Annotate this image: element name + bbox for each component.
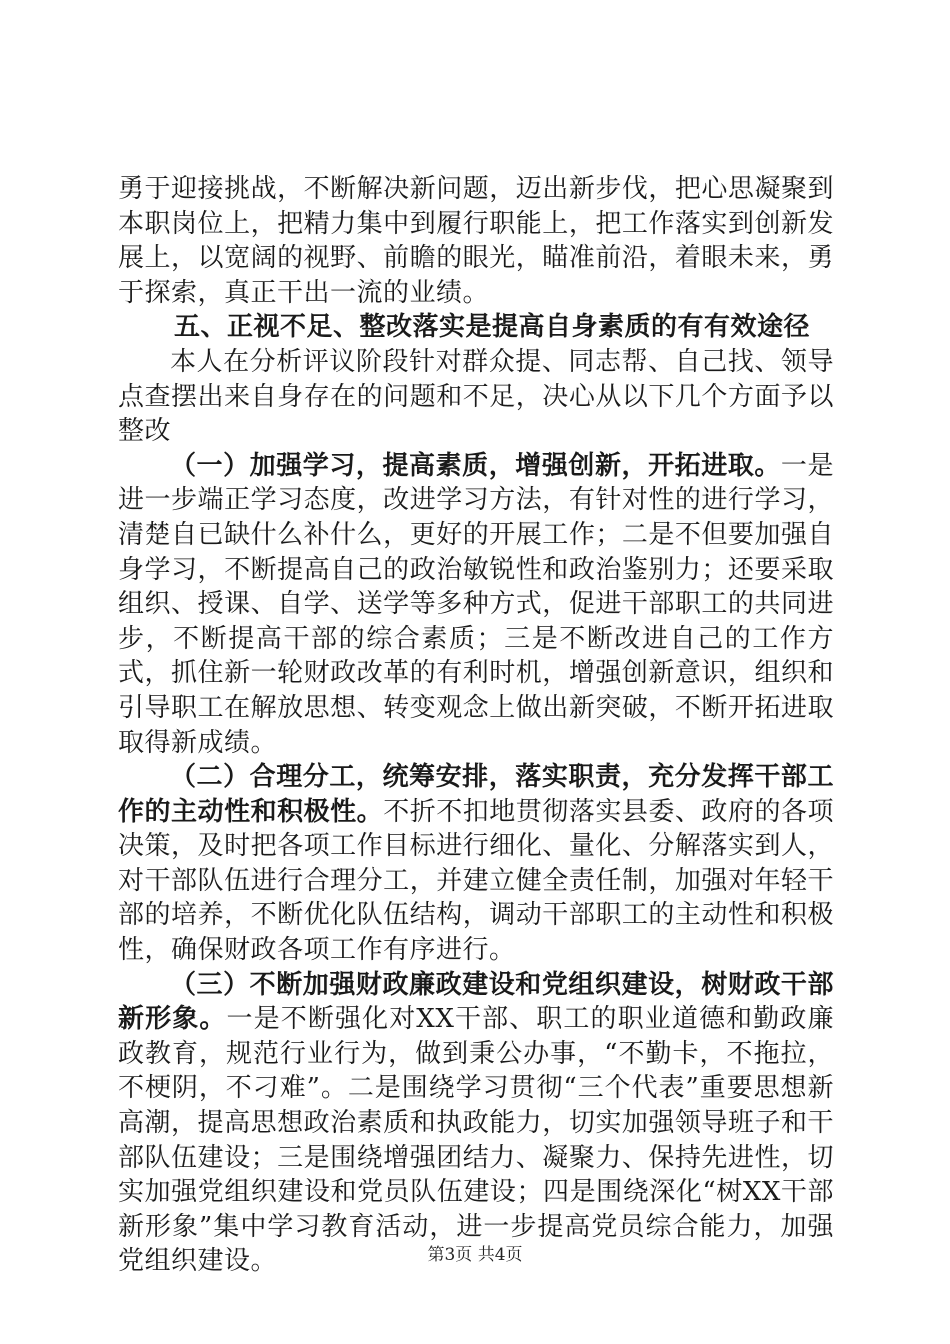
item-2-title: （二）合理分工，统筹安排，落实职责，充分发挥干部工作的主动性和积极性。 xyxy=(118,762,834,827)
continuation-paragraph: 勇于迎接挑战，不断解决新问题，迈出新步伐，把心思凝聚到本职岗位上，把精力集中到履行职能上，把工作落实到创新发展上，以宽阔的视野、前瞻的眼光，瞄准前沿，着眼未来，勇于探索，真正干出一流的业绩。 xyxy=(118,174,834,308)
item-3-body: 一是不断强化对XX干部、职工的职业道德和勤政廉政教育，规范行业行为，做到秉公办事，“不勤卡，不拖拉，不梗阴，不刁难”。二是围绕学习贯彻“三个代表”重要思想新高潮，提高思想政治素质和执政能力，切实加强领导班子和干部队伍建设；三是围绕增强团结力、凝聚力、保持先进性，切实加强党组织建设和党员队伍建设；四是围绕深化“树XX干部新形象”集中学习教育活动，进一步提高党员综合能力，加强党组织建设。 xyxy=(118,1004,834,1277)
item-1-body: 一是进一步端正学习态度，改进学习方法，有针对性的进行学习，清楚自已缺什么补什么，更好的开展工作；二是不但要加强自身学习，不断提高自己的政治敏锐性和政治鉴别力；还要采取组织、授课、自学、送学等多种方式，促进干部职工的共同进步，不断提高干部的综合素质；三是不断改进自己的工作方式，抓住新一轮财政改革的有利时机，增强创新意识，组织和引导职工在解放思想、转变观念上做出新突破，不断开拓进取取得新成绩。 xyxy=(118,450,834,758)
item-1-paragraph xyxy=(118,449,834,760)
item-2-body: 不折不扣地贯彻落实县委、政府的各项决策，及时把各项工作目标进行细化、量化、分解落实到人，对干部队伍进行合理分工，并建立健全责任制，加强对年轻干部的培养，不断优化队伍结构，调动干部职工的主动性和积极性，确保财政各项工作有序进行。 xyxy=(118,796,834,966)
item-1-title: （一）加强学习，提高素质，增强创新，开拓进取。 xyxy=(170,450,781,481)
item-2-paragraph xyxy=(118,760,834,968)
section-heading-5: 五、正视不足、整改落实是提高自身素质的有有效途径 xyxy=(174,312,811,343)
item-3-title: （三）不断加强财政廉政建设和党组织建设，树财政干部新形象。 xyxy=(118,969,834,1035)
document-body xyxy=(118,172,834,1279)
intro-paragraph: 本人在分析评议阶段针对群众提、同志帮、自己找、领导点查摆出来自身存在的问题和不足，决心从以下几个方面予以整改 xyxy=(118,346,834,447)
item-3-paragraph xyxy=(118,968,834,1279)
page-footer: 第3页 共4页 xyxy=(427,1245,523,1265)
